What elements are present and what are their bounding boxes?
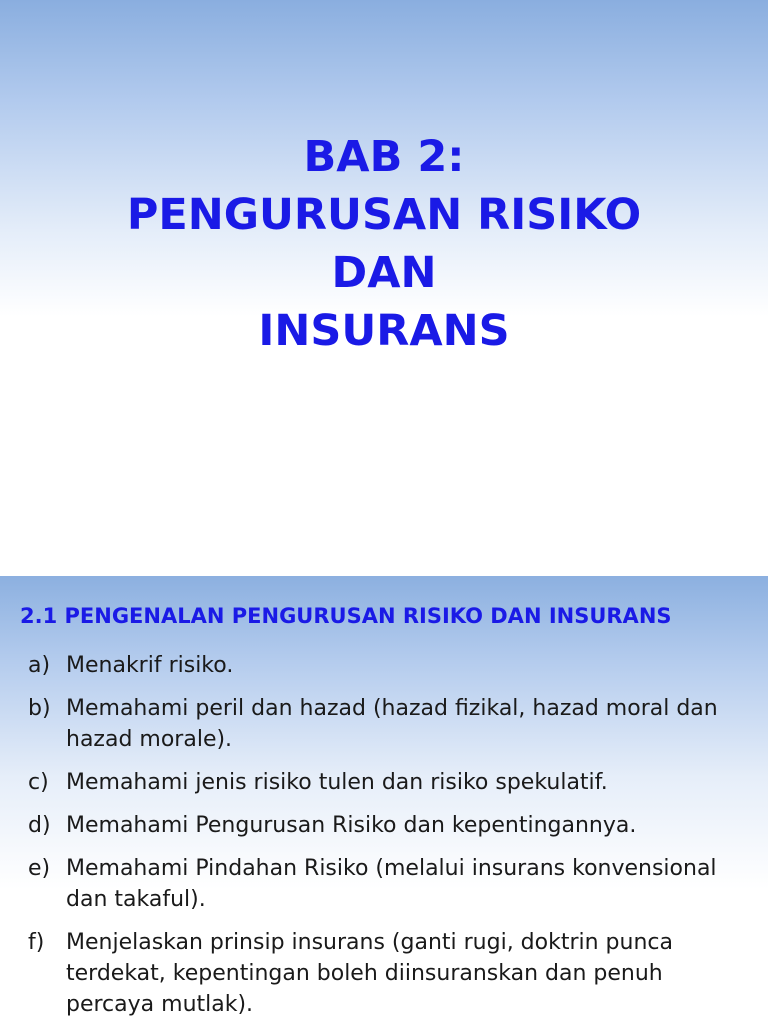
list-item-text: Menakrif risiko. bbox=[66, 653, 234, 678]
list-item-label: f) bbox=[28, 930, 45, 955]
content-slide bbox=[0, 576, 768, 1024]
list-item-label: d) bbox=[28, 813, 51, 838]
list-item-text: Memahami jenis risiko tulen dan risiko spekulatif. bbox=[66, 770, 608, 795]
title-line-3: DAN bbox=[331, 248, 437, 298]
objectives-list bbox=[28, 650, 748, 1032]
list-item-text: Memahami peril dan hazad (hazad fizikal, hazad moral dan hazad morale). bbox=[66, 696, 718, 752]
list-item bbox=[28, 650, 748, 681]
list-item-label: c) bbox=[28, 770, 49, 795]
list-item-text: Menjelaskan prinsip insurans (ganti rugi, doktrin punca terdekat, kepentingan boleh diinsuranskan dan penuh percaya mutlak). bbox=[66, 930, 673, 1017]
list-item bbox=[28, 810, 748, 841]
list-item-text: Memahami Pindahan Risiko (melalui insurans konvensional dan takaful). bbox=[66, 856, 717, 912]
slide-title bbox=[0, 128, 768, 360]
section-heading: 2.1 PENGENALAN PENGURUSAN RISIKO DAN INSURANS bbox=[20, 604, 672, 628]
list-item-label: a) bbox=[28, 653, 51, 678]
list-item bbox=[28, 853, 748, 915]
list-item-label: b) bbox=[28, 696, 51, 721]
title-line-2: PENGURUSAN RISIKO bbox=[126, 190, 642, 240]
list-item bbox=[28, 927, 748, 1020]
title-line-4: INSURANS bbox=[258, 306, 510, 356]
list-item-text: Memahami Pengurusan Risiko dan kepentingannya. bbox=[66, 813, 637, 838]
list-item-label: e) bbox=[28, 856, 51, 881]
title-line-1: BAB 2: bbox=[303, 132, 465, 182]
list-item bbox=[28, 767, 748, 798]
list-item bbox=[28, 693, 748, 755]
